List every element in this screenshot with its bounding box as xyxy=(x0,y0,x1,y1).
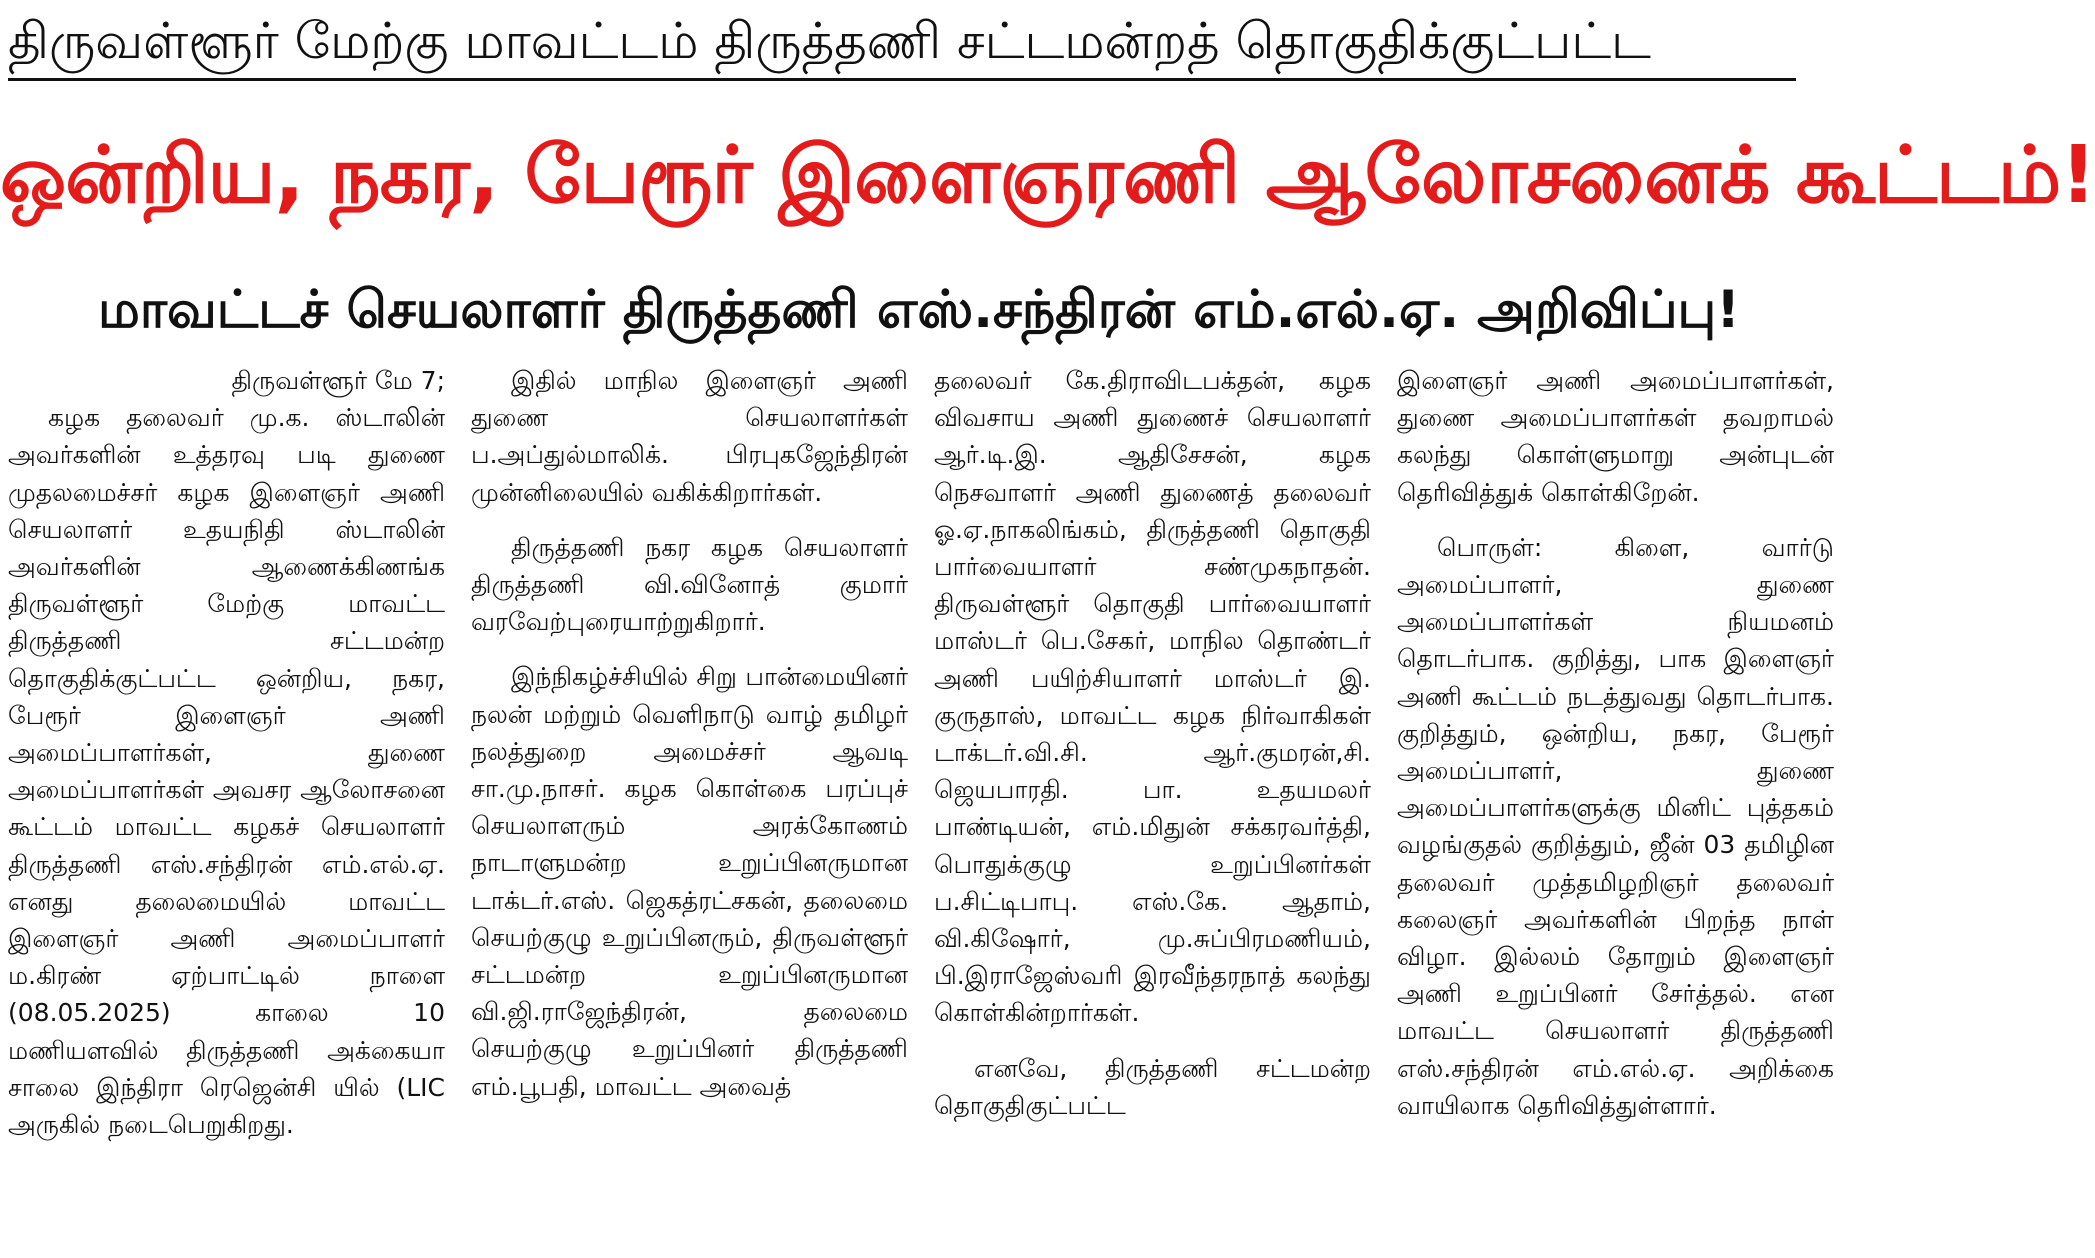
article-column-2 xyxy=(471,362,908,1254)
paragraph: இந்நிகழ்ச்சியில் சிறு பான்மையினர் நலன் மற்றும் வெளிநாடு வாழ் தமிழர் நலத்துறை அமைச்சர் ஆவடி சா.மு.நாசர். கழக கொள்கை பரப்புச் செயலாளரும் அரக்கோணம் நாடாளுமன்ற உறுப்பினருமான டாக்டர்.எஸ். ஜெகத்ரட்சகன், தலைமை செயற்குழு உறுப்பினரும், திருவள்ளூர் சட்டமன்ற உறுப்பினருமான வி.ஜி.ராஜேந்திரன், தலைமை செயற்குழு உறுப்பினர் திருத்தணி எம்.பூபதி, மாவட்ட அவைத் xyxy=(471,662,908,1101)
paragraph: கழக தலைவர் மு.க. ஸ்டாலின் அவர்களின் உத்தரவு படி துணை முதலமைச்சர் கழக இளைஞர் அணி செயலாளர் உதயநிதி ஸ்டாலின் அவர்களின் ஆணைக்கிணங்க திருவள்ளூர் மேற்கு மாவட்ட திருத்தணி சட்டமன்ற தொகுதிக்குட்பட்ட ஒன்றிய, நகர, பேரூர் இளைஞர் அணி அமைப்பாளர்கள், துணை அமைப்பாளர்கள் அவசர ஆலோசனை கூட்டம் மாவட்ட கழகச் செயலாளர் திருத்தணி எஸ்.சந்திரன் எம்.எல்.ஏ. எனது தலைமையில் மாவட்ட இளைஞர் அணி அமைப்பாளர் ம.கிரண் ஏற்பாட்டில் நாளை (08.05.2025) காலை 10 மணியளவில் திருத்தணி அக்கையா சாலை இந்திரா ரெஜென்சி யில் (LIC அருகில் நடைபெறுகிறது. xyxy=(8,403,445,1140)
paragraph: பொருள்: கிளை, வார்டு அமைப்பாளர், துணை அமைப்பாளர்கள் நியமனம் தொடர்பாக. குறித்து, பாக இளைஞர் அணி கூட்டம் நடத்துவது தொடர்பாக. குறித்தும், ஒன்றிய, நகர, பேரூர் அமைப்பாளர், துணை அமைப்பாளர்களுக்கு மினிட் புத்தகம் வழங்குதல் குறித்தும், ஜீன் 03 தமிழின தலைவர் முத்தமிழறிஞர் தலைவர் கலைஞர் அவர்களின் பிறந்த நாள் விழா. இல்லம் தோறும் இளைஞர் அணி உறுப்பினர் சேர்த்தல். என மாவட்ட செயலாளர் திருத்தணி எஸ்.சந்திரன் எம்.எல்.ஏ. அறிக்கை வாயிலாக தெரிவித்துள்ளார். xyxy=(1397,532,1834,1120)
kicker-heading: திருவள்ளூர் மேற்கு மாவட்டம் திருத்தணி சட்டமன்றத் தொகுதிக்குட்பட்ட xyxy=(8,12,1651,70)
article-column-4 xyxy=(1397,362,1834,1254)
sub-headline: மாவட்டச் செயலாளர் திருத்தணி எஸ்.சந்திரன் எம்.எல்.ஏ. அறிவிப்பு! xyxy=(98,280,1740,340)
paragraph: திருத்தணி நகர கழக செயலாளர் திருத்தணி வி.வினோத் குமார் வரவேற்புரையாற்றுகிறார். xyxy=(471,532,908,637)
paragraph: இளைஞர் அணி அமைப்பாளர்கள், துணை அமைப்பாளர்கள் தவறாமல் கலந்து கொள்ளுமாறு அன்புடன் தெரிவித்துக் கொள்கிறேன். xyxy=(1397,366,1834,507)
kicker-underline xyxy=(8,78,1796,81)
article-column-1 xyxy=(8,362,445,1254)
article-body xyxy=(8,362,1834,1254)
paragraph: இதில் மாநில இளைஞர் அணி துணை செயலாளர்கள் ப.அப்துல்மாலிக். பிரபுகஜேந்திரன் முன்னிலையில் வகிக்கிறார்கள். xyxy=(471,366,908,507)
paragraph: தலைவர் கே.திராவிடபக்தன், கழக விவசாய அணி துணைச் செயலாளர் ஆர்.டி.இ. ஆதிசேசன், கழக நெசவாளர் அணி துணைத் தலைவர் ஓ.ஏ.நாகலிங்கம், திருத்தணி தொகுதி பார்வையாளர் சண்முகநாதன். திருவள்ளூர் தொகுதி பார்வையாளர் மாஸ்டர் பெ.சேகர், மாநில தொண்டர் அணி பயிற்சியாளர் மாஸ்டர் இ. குருதாஸ், மாவட்ட கழக நிர்வாகிகள் டாக்டர்.வி.சி. ஆர்.குமரன்,சி. ஜெயபாரதி. பா. உதயமலர் பாண்டியன், எம்.மிதுன் சக்கரவர்த்தி, பொதுக்குழு உறுப்பினர்கள் ப.சிட்டிபாபு. எஸ்.கே. ஆதாம், வி.கிஷோர், மு.சுப்பிரமணியம், பி.இராஜேஸ்வரி இரவீந்தரநாத் கலந்து கொள்கின்றார்கள். xyxy=(934,366,1371,1028)
main-headline: ஒன்றிய, நகர, பேரூர் இளைஞரணி ஆலோசனைக் கூட்டம்! xyxy=(0,129,2095,221)
dateline: திருவள்ளூர் மே 7; xyxy=(231,366,445,395)
article-column-3 xyxy=(934,362,1371,1254)
paragraph: எனவே, திருத்தணி சட்டமன்ற தொகுதிகுட்பட்ட xyxy=(934,1053,1371,1120)
